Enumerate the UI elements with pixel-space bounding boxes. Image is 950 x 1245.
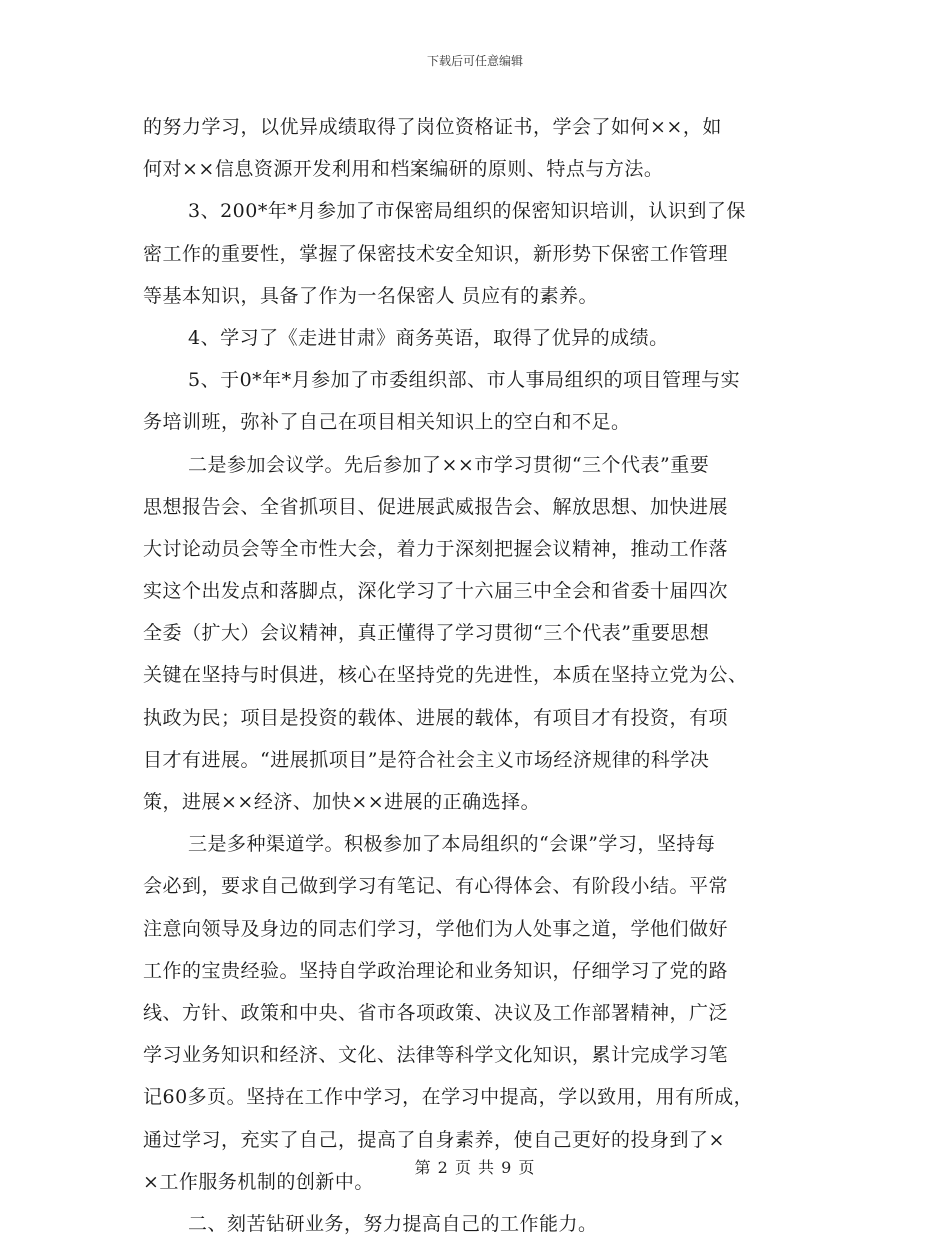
- text-line: 注意向领导及身边的同志们学习，学他们为人处事之道，学他们做好: [143, 917, 729, 940]
- text-line: 会必到，要求自己做到学习有笔记、有心得体会、有阶段小结。平常: [143, 875, 729, 898]
- text-line: 密工作的重要性，掌握了保密技术安全知识，新形势下保密工作管理: [143, 242, 729, 265]
- text-line: 二、刻苦钻研业务，努力提高自己的工作能力。: [188, 1212, 598, 1235]
- text-line: ×工作服务机制的创新中。: [143, 1170, 374, 1193]
- text-line: 通过学习，充实了自己，提高了自身素养，使自己更好的投身到了×: [143, 1128, 725, 1151]
- text-line: 线、方针、政策和中央、省市各项政策、决议及工作部署精神，广泛: [143, 1001, 729, 1024]
- text-line: 何对××信息资源开发利用和档案编研的原则、特点与方法。: [143, 158, 664, 181]
- text-line: 3、200*年*月参加了市保密局组织的保密知识培训，认识到了保: [188, 200, 746, 223]
- text-line: 的努力学习，以优异成绩取得了岗位资格证书，学会了如何××，如: [143, 116, 722, 138]
- page-footer: 第 2 页 共 9 页: [414, 1158, 536, 1177]
- text-line: 实这个出发点和落脚点，深化学习了十六届三中全会和省委十届四次: [143, 580, 729, 603]
- text-line: 思想报告会、全省抓项目、促进展武威报告会、解放思想、加快进展: [143, 495, 729, 518]
- text-line: 三是多种渠道学。积极参加了本局组织的“会课”学习，坚持每: [188, 833, 716, 856]
- text-line: 工作的宝贵经验。坚持自学政治理论和业务知识，仔细学习了党的路: [143, 959, 729, 982]
- text-line: 等基本知识，具备了作为一名保密人 员应有的素养。: [143, 284, 599, 307]
- text-line: 二是参加会议学。先后参加了××市学习贯彻“三个代表”重要: [188, 453, 710, 476]
- text-line: 4、学习了《走进甘肃》商务英语，取得了优异的成绩。: [188, 326, 669, 349]
- document-body: [143, 106, 813, 1245]
- text-line: 记60多页。坚持在工作中学习，在学习中提高，学以致用，用有所成，: [143, 1086, 754, 1109]
- text-line: 策，进展××经济、加快××进展的正确选择。: [143, 791, 541, 813]
- text-line: 全委（扩大）会议精神，真正懂得了学习贯彻“三个代表”重要思想: [143, 622, 710, 645]
- text-line: 执政为民；项目是投资的载体、进展的载体，有项目才有投资，有项: [143, 706, 729, 729]
- page-header: 下载后可任意编辑: [426, 54, 523, 68]
- text-line: 务培训班，弥补了自己在项目相关知识上的空白和不足。: [143, 411, 631, 434]
- text-line: 大讨论动员会等全市性大会，着力于深刻把握会议精神，推动工作落: [143, 537, 729, 560]
- text-line: 关键在坚持与时俱进，核心在坚持党的先进性，本质在坚持立党为公、: [143, 664, 748, 687]
- text-line: 5、于0*年*月参加了市委组织部、市人事局组织的项目管理与实: [188, 369, 741, 392]
- text-line: 目才有进展。“进展抓项目”是符合社会主义市场经济规律的科学决: [143, 748, 710, 771]
- text-line: 学习业务知识和经济、文化、法律等科学文化知识，累计完成学习笔: [143, 1044, 729, 1067]
